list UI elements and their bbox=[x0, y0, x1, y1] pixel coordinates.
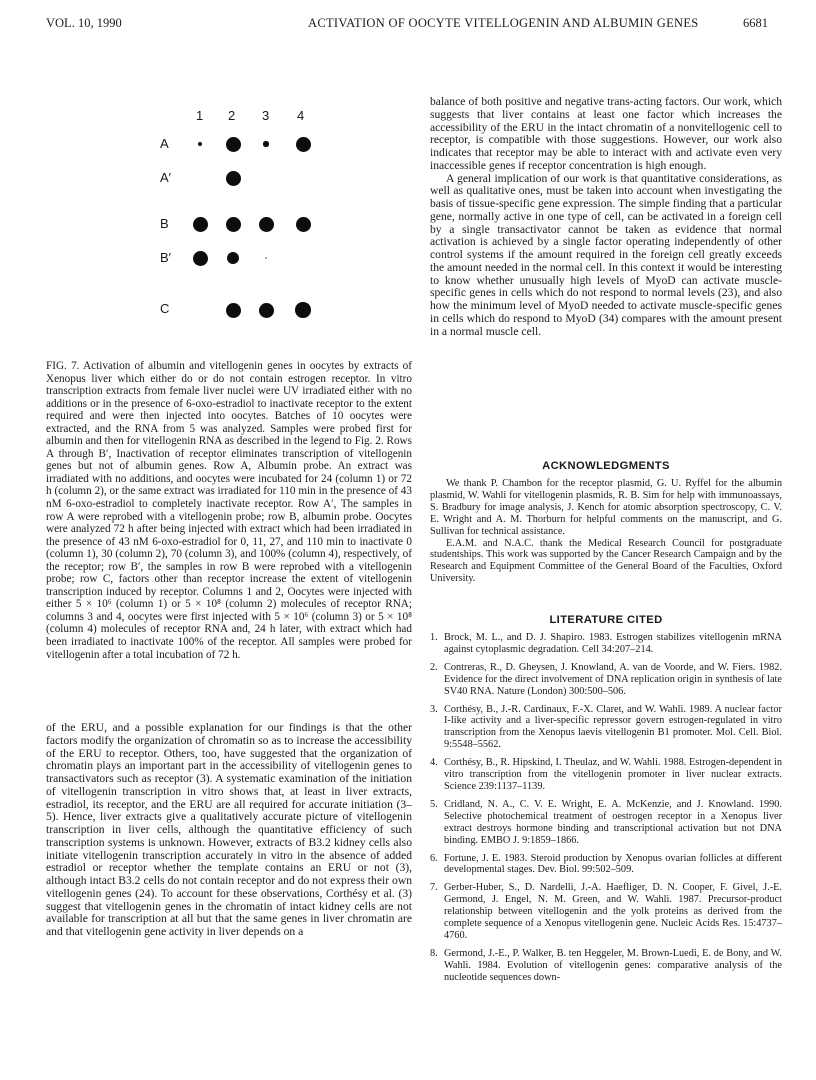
reference-item bbox=[430, 704, 782, 752]
reference-item bbox=[430, 799, 782, 847]
reference-number: 3. bbox=[430, 703, 438, 715]
reference-number: 8. bbox=[430, 947, 438, 959]
blot-spot bbox=[265, 257, 267, 259]
reference-number: 1. bbox=[430, 632, 438, 643]
blot-spot bbox=[263, 141, 268, 146]
reference-item bbox=[430, 632, 782, 656]
row-label-a: A bbox=[160, 136, 169, 151]
reference-number: 6. bbox=[430, 852, 438, 864]
column-label-2: 2 bbox=[228, 108, 236, 123]
blot-spot bbox=[193, 217, 208, 232]
column-label-3: 3 bbox=[262, 108, 270, 123]
blot-spot bbox=[193, 251, 208, 266]
row-label-b-prime: B′ bbox=[160, 250, 172, 265]
reference-text: Corthésy, B., J.-R. Cardinaux, F.-X. Claret, and W. Wahli. 1989. A nuclear factor I-like activity and a liver-specific repressor govern estrogen-regulated in vitro transcription from the Xenopus laevis vitellogenin B1 promoter. Mol. Cell. Biol. 9:5548–5562. bbox=[444, 703, 782, 751]
body-paragraph: balance of both positive and negative trans-acting factors. Our work, which suggests that liver contains at least one factor which increases the accessibility of the ERU in the intact chromatin of a nonvitellogenic cell to receptor, is compatible with those suggestions. However, our work also indicates that receptor may be able to interact with and activate even very inaccessible genes if receptor concentration is high enough. bbox=[430, 95, 782, 172]
reference-item bbox=[430, 948, 782, 984]
reference-text: Brock, M. L., and D. J. Shapiro. 1983. Estrogen stabilizes vitellogenin mRNA against cytoplasmic degradation. Cell 34:207–214. bbox=[444, 632, 782, 655]
page-number: 6681 bbox=[743, 16, 768, 30]
reference-text: Contreras, R., D. Gheysen, J. Knowland, A. van de Voorde, and W. Fiers. 1982. Evidence for the direct involvement of DNA replication origin in synthesis of late SV40 RNA. Nature (London) 300:500–506. bbox=[444, 661, 782, 697]
reference-text: Germond, J.-E., P. Walker, B. ten Heggeler, M. Brown-Luedi, E. de Bony, and W. Wahli. 1984. Evolution of vitellogenin genes: comparative analysis of the nucleotide sequences down- bbox=[444, 947, 782, 983]
blot-spot bbox=[226, 171, 241, 186]
reference-text: Cridland, N. A., C. V. E. Wright, E. A. McKenzie, and J. Knowland. 1990. Selective photochemical treatment of oestrogen receptor in a Xenopus liver extract destroys hormone binding and transcriptional activation but not DNA binding. EMBO J. 9:1859–1866. bbox=[444, 798, 782, 846]
reference-item bbox=[430, 853, 782, 877]
body-paragraph: A general implication of our work is that quantitative considerations, as well as qualitative ones, must be taken into account when investigating the basis of tissue-specific gene expression. The simple finding that a particular gene, normally active in one type of cell, can be activated in a foreign cell by a single transactivator cannot be taken as evidence that normal activation is achieved by a single factor operating independently of other control systems if the amount required in the foreign cell greatly exceeds the amount needed in the normal cell. In this context it would be interesting to know whether unusually high levels of MyoD can activate muscle-specific genes in cells which do not respond to normal levels (23), and also how the minimum level of MyoD needed to activate muscle-specific genes in cells which do respond to MyoD (34) compares with the amount present in a normal muscle cell. bbox=[430, 171, 782, 338]
blot-spot bbox=[259, 217, 274, 232]
blot-spot bbox=[259, 303, 274, 318]
column-label-4: 4 bbox=[297, 108, 305, 123]
row-label-b: B bbox=[160, 216, 169, 231]
running-title: ACTIVATION OF OOCYTE VITELLOGENIN AND ALBUMIN GENES bbox=[308, 16, 699, 30]
literature-heading: LITERATURE CITED bbox=[549, 614, 663, 626]
caption-text: FIG. 7. Activation of albumin and vitellogenin genes in oocytes by extracts of Xenopus liver which either do or do not contain estrogen receptor. In vitro transcription extracts from female liver nuclei were UV irradiated either with no additions or in the presence of 6-oxo-estradiol to inactivate receptor to the extent required and were then injected into oocytes. Batches of 10 oocytes were extracted, and the RNA from 5 was analyzed. Samples were probed first for albumin and then for vitellogenin RNA as described in the legend to Fig. 2. Rows A through B′, Inactivation of receptor eliminates transcription of vitellogenin genes but not of albumin genes. Row A, Albumin probe. An extract was irradiated with no additions, and oocytes were incubated for 24 (column 1) or 72 h (column 2), or the same extract was irradiated for 110 min in the presence of 43 nM 6-oxo-estradiol to completely inactivate receptor. Row A′, The samples in row A were reprobed with a vitellogenin probe; row B, albumin probe. Oocytes were analyzed 72 h after being injected with extract which had been irradiated in the presence of 43 nM 6-oxo-estradiol for 0, 11, 27, and 110 min to inactivate 0 (column 1), 30 (column 2), 70 (column 3), and 100% (column 4), respectively, of the receptor; row B′, the samples in row B were reprobed with a vitellogenin probe; row C, factors other than receptor increase the extent of vitellogenin transcription induced by receptor. Columns 1 and 2, Oocytes were injected with either 5 × 10⁶ (column 1) or 5 × 10⁸ (column 2) molecules of receptor RNA; columns 3 and 4, oocytes were first injected with 5 × 10⁶ (column 3) or 5 × 10⁸ (column 4) molecules of receptor RNA and, 24 h later, with extract which had been irradiated to inactivate 100% of the receptor. All samples were probed for vitellogenin after a total incubation of 72 h. bbox=[46, 360, 412, 661]
ack-paragraph: E.A.M. and N.A.C. thank the Medical Research Council for postgraduate studentships. This work was supported by the Cancer Research Campaign and by the Research and Equipment Committee of the General Board of the Faculties, Oxford University. bbox=[430, 537, 782, 585]
reference-number: 7. bbox=[430, 882, 438, 894]
reference-number: 4. bbox=[430, 757, 438, 769]
left-column-body bbox=[46, 722, 412, 939]
acknowledgments-heading: ACKNOWLEDGMENTS bbox=[542, 460, 670, 472]
reference-item bbox=[430, 662, 782, 698]
blot-spot bbox=[226, 303, 241, 318]
right-column-body bbox=[430, 96, 782, 338]
reference-list bbox=[430, 632, 782, 990]
reference-text: Corthésy, B., R. Hipskind, I. Theulaz, and W. Wahli. 1988. Estrogen-dependent in vitro transcription from the vitellogenin promoter in liver nuclear extracts. Science 239:1137–1139. bbox=[444, 757, 782, 792]
ack-paragraph: We thank P. Chambon for the receptor plasmid, G. U. Ryffel for the albumin plasmid, W. Wahli for vitellogenin plasmids, R. B. Sim for help with immunoassays, S. Bradbury for image analysis, J. Kench for atomic absorption spectroscopy, C. V. E. Wright and A. M. Thorburn for helpful comments on the manuscript, and G. Sullivan for technical assistance. bbox=[430, 478, 782, 537]
blot-spot bbox=[296, 137, 311, 152]
figure-caption bbox=[46, 360, 412, 661]
reference-item bbox=[430, 757, 782, 793]
figure-7-blot bbox=[160, 108, 340, 348]
reference-number: 2. bbox=[430, 661, 438, 673]
reference-text: Gerber-Huber, S., D. Nardelli, J.-A. Haefliger, D. N. Cooper, F. Givel, J.-E. Germond, J. Engel, N. M. Green, and W. Wahli. 1987. Precursor-product relationship between vitellogenin and the yolk proteins as derived from the complete sequence of a Xenopus vitellogenin gene. Nucleic Acids Res. 15:4737–4760. bbox=[444, 882, 782, 941]
volume-label: VOL. 10, 1990 bbox=[46, 16, 122, 30]
column-label-1: 1 bbox=[196, 108, 204, 123]
blot-spot bbox=[226, 137, 241, 152]
body-paragraph: of the ERU, and a possible explanation for our findings is that the other factors modify the organization of chromatin so as to increase the accessibility of the ERU to receptor. Others, too, have suggested that the organization of chromatin plays an important part in the accessibility of vitellogenin genes to transactivators such as receptor (3). A systematic examination of the initiation of vitellogenin transcription in vitro shows that, at least in liver extracts, estradiol, its receptor, and the ERU are all required for accurate initiation (3–5). Hence, liver extracts give a qualitatively accurate picture of vitellogenin transcription in liver cells, although the quantitative efficiency of such transcription systems is unknown. However, extracts of B3.2 kidney cells also initiate vitellogenin transcription accurately in vitro in the absence of added estradiol or receptor whether the template contains an ERU or not (3), although intact B3.2 cells do not contain receptor and do not express their own vitellogenin genes (24). To account for these observations, Corthésy et al. (3) suggest that vitellogenin genes in the chromatin of intact kidney cells are not available for transcription at all but that the same genes in liver chromatin are and that vitellogenin gene activity in liver depends on a bbox=[46, 721, 412, 938]
reference-item bbox=[430, 882, 782, 942]
blot-spot bbox=[226, 217, 241, 232]
row-label-c: C bbox=[160, 301, 170, 316]
reference-text: Fortune, J. E. 1983. Steroid production by Xenopus ovarian follicles at different developmental stages. Dev. Biol. 99:502–509. bbox=[444, 852, 782, 876]
blot-spot bbox=[295, 302, 311, 318]
blot-spot bbox=[227, 252, 240, 265]
row-label-a-prime: A′ bbox=[160, 170, 172, 185]
reference-number: 5. bbox=[430, 798, 438, 810]
blot-spot bbox=[296, 217, 311, 232]
blot-spot bbox=[198, 142, 202, 146]
acknowledgments bbox=[430, 478, 782, 585]
running-header bbox=[46, 16, 768, 36]
